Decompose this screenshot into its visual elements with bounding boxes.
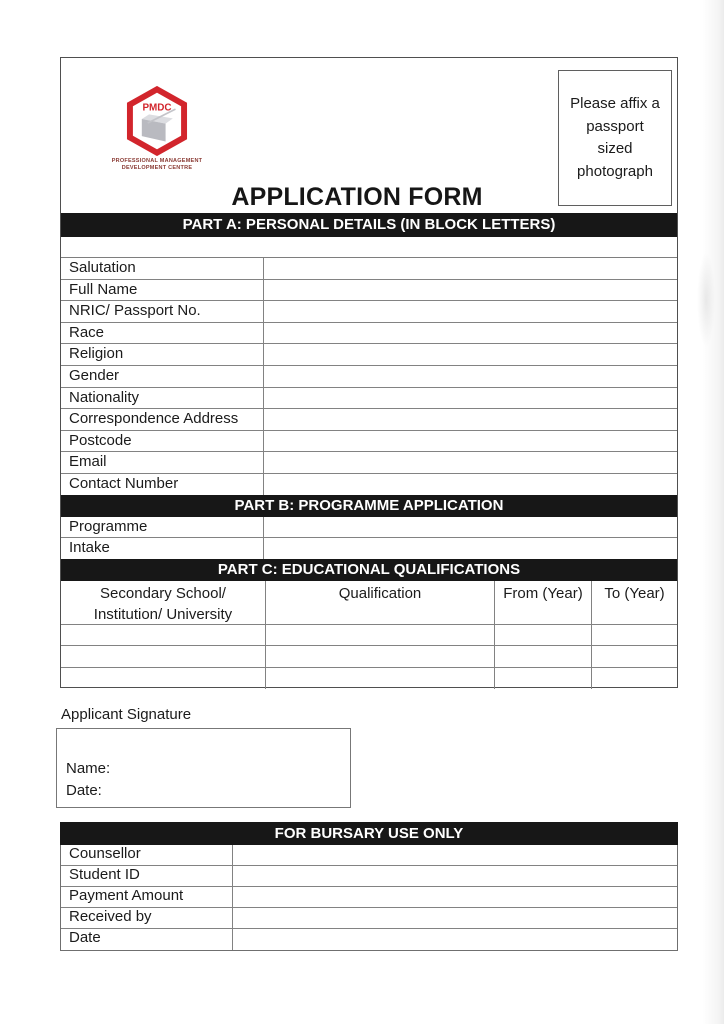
scan-edge-shadow [702,0,724,1024]
field-value-cell [264,474,677,496]
field-value-cell [233,887,677,907]
empty-cell [592,646,677,666]
empty-cell [61,625,266,645]
form-row-salutation [61,258,677,280]
empty-cell [61,668,266,689]
field-label: Religion [61,344,264,365]
form-row-nric-passport [61,301,677,323]
field-label: Postcode [61,431,264,452]
part-c-empty-row [61,668,677,689]
field-value-cell [264,452,677,473]
field-value-cell [264,301,677,322]
empty-cell [266,668,495,689]
empty-cell [266,646,495,666]
field-value-cell [264,409,677,430]
form-row-contact-number [61,474,677,496]
applicant-signature-box [56,728,351,808]
form-row-received-by [61,908,677,929]
column-header-qualification: Qualification [266,581,495,624]
field-label: Payment Amount [61,887,233,907]
form-row-gender [61,366,677,388]
form-row-correspondence-address [61,409,677,431]
empty-cell [592,625,677,645]
scan-smudge [697,252,715,347]
part-c-empty-row [61,646,677,667]
page-title: APPLICATION FORM [231,183,483,211]
form-row-postcode [61,431,677,453]
pmdc-logo [101,86,213,172]
form-row-payment-amount [61,887,677,908]
field-label: Race [61,323,264,344]
form-row-race [61,323,677,345]
field-value-cell [233,866,677,886]
field-label: Full Name [61,280,264,301]
part-c-empty-row [61,625,677,646]
section-header-part-b: PART B: PROGRAMME APPLICATION [61,495,677,517]
section-header-bursary: FOR BURSARY USE ONLY [60,822,678,845]
field-value-cell [264,431,677,452]
form-row-counsellor [61,845,677,866]
empty-cell [495,646,592,666]
section-header-part-c: PART C: EDUCATIONAL QUALIFICATIONS [61,559,677,581]
logo-acronym: PMDC [142,102,172,114]
empty-cell [61,646,266,666]
form-row-intake [61,538,677,559]
field-label: Programme [61,517,264,537]
field-value-cell [264,366,677,387]
field-label: Received by [61,908,233,928]
column-header-school [61,581,266,624]
column-header-to-year: To (Year) [604,585,665,602]
field-label: Student ID [61,866,233,886]
field-label: Correspondence Address [61,409,264,430]
field-value-cell [264,388,677,409]
section-header-part-a: PART A: PERSONAL DETAILS (IN BLOCK LETTERS) [61,213,677,237]
column-header-school-line2: Institution/ University [93,606,233,623]
form-row-email [61,452,677,474]
field-value-cell [264,323,677,344]
column-header-from-year: From (Year) [495,581,592,624]
signature-name-label: Name: [66,760,111,777]
logo-org-name [101,158,213,172]
field-value-cell [233,929,677,950]
part-c-header-row [61,581,677,625]
field-label: Salutation [61,258,264,279]
field-label: Counsellor [61,845,233,865]
bursary-table [60,845,678,951]
part-a-table [61,257,677,496]
field-label: NRIC/ Passport No. [61,301,264,322]
form-row-date [61,929,677,950]
field-value-cell [264,344,677,365]
form-row-nationality [61,388,677,410]
field-value-cell [264,517,677,537]
signature-date-label: Date: [66,782,102,799]
empty-cell [592,668,677,689]
field-label: Email [61,452,264,473]
empty-cell [266,625,495,645]
field-label: Intake [61,538,264,559]
pmdc-hexagon-logo-icon [124,86,190,156]
form-row-religion [61,344,677,366]
field-value-cell [233,908,677,928]
logo-org-line2: DEVELOPMENT CENTRE [121,165,193,172]
form-row-full-name [61,280,677,302]
form-main-frame [60,57,678,688]
field-value-cell [264,258,677,279]
field-value-cell [264,280,677,301]
field-label: Nationality [61,388,264,409]
field-value-cell [233,845,677,865]
field-value-cell [264,538,677,559]
empty-cell [495,668,592,689]
form-row-student-id [61,866,677,887]
logo-org-line1: PROFESSIONAL MANAGEMENT [111,158,203,164]
part-b-table [61,517,677,559]
field-label: Date [61,929,233,950]
empty-cell [495,625,592,645]
bursary-section [60,822,678,951]
field-label: Gender [61,366,264,387]
form-row-programme [61,517,677,538]
passport-photo-instruction: Please affix a passport sized photograph [570,95,660,180]
field-label: Contact Number [61,474,264,496]
applicant-signature-label: Applicant Signature [61,706,192,723]
part-c-table [61,581,677,689]
column-header-school-line1: Secondary School/ [100,585,226,602]
